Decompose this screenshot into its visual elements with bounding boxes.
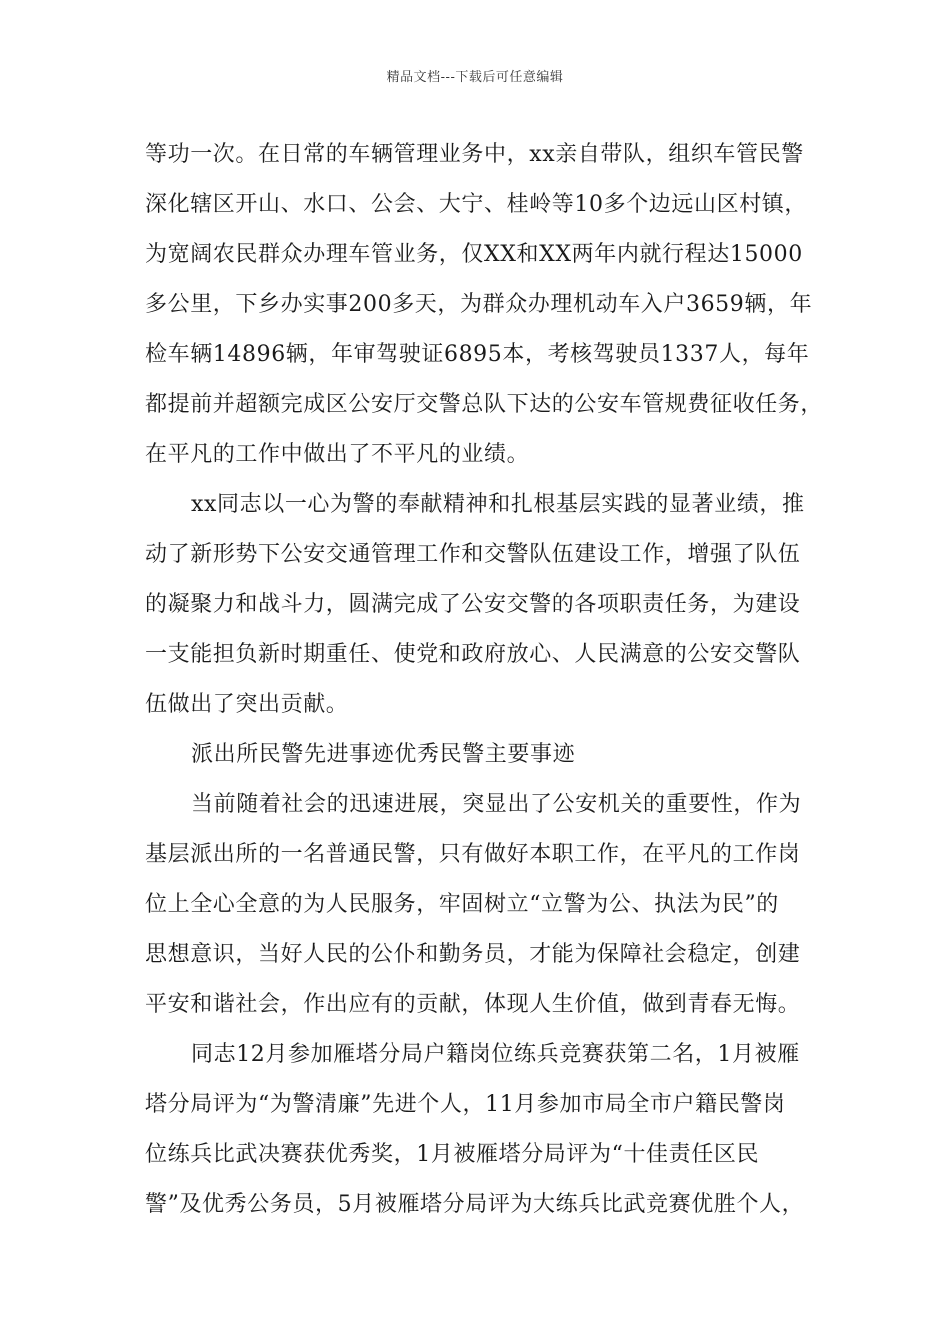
text-line: 当前随着社会的迅速进展，突显出了公安机关的重要性，作为 xyxy=(191,792,802,817)
paragraph-4 xyxy=(145,1030,817,1230)
paragraph-3 xyxy=(145,780,817,1030)
text-line: 同志12月参加雁塔分局户籍岗位练兵竞赛获第二名，1月被雁 xyxy=(191,1042,800,1067)
text-line: 警”及优秀公务员，5月被雁塔分局评为大练兵比武竞赛优胜个人， xyxy=(145,1192,805,1217)
heading-line: 派出所民警先进事迹优秀民警主要事迹 xyxy=(191,742,576,767)
text-line: 检车辆14896辆，年审驾驶证6895本，考核驾驶员1337人，每年 xyxy=(145,342,810,367)
text-line: 平安和谐社会，作出应有的贡献，体现人生价值，做到青春无悔。 xyxy=(145,992,801,1017)
text-line: 在平凡的工作中做出了不平凡的业绩。 xyxy=(145,442,530,467)
text-line: 位练兵比武决赛获优秀奖，1月被雁塔分局评为“十佳责任区民 xyxy=(145,1142,760,1167)
text-line: 为宽阔农民群众办理车管业务，仅XX和XX两年内就行程达15000 xyxy=(145,242,803,267)
text-line: 深化辖区开山、水口、公会、大宁、桂岭等10多个边远山区村镇， xyxy=(145,192,807,217)
text-line: 基层派出所的一名普通民警，只有做好本职工作，在平凡的工作岗 xyxy=(145,842,801,867)
document-body xyxy=(145,130,824,1230)
text-line: 思想意识，当好人民的公仆和勤务员，才能为保障社会稳定，创建 xyxy=(145,942,801,967)
text-line: 一支能担负新时期重任、使党和政府放心、人民满意的公安交警队 xyxy=(145,642,801,667)
page-header: 精品文档---下载后可任意编辑 xyxy=(386,70,564,85)
paragraph-1 xyxy=(145,130,824,480)
text-line: 动了新形势下公安交通管理工作和交警队伍建设工作，增强了队伍 xyxy=(145,542,801,567)
text-line: 的凝聚力和战斗力，圆满完成了公安交警的各项职责任务，为建设 xyxy=(145,592,801,617)
text-line: 都提前并超额完成区公安厅交警总队下达的公安车管规费征收任务， xyxy=(145,392,824,417)
text-line: 伍做出了突出贡献。 xyxy=(145,692,349,717)
paragraph-2 xyxy=(145,480,817,730)
section-heading xyxy=(145,730,817,780)
text-line: xx同志以一心为警的奉献精神和扎根基层实践的显著业绩，推 xyxy=(191,492,805,517)
text-line: 塔分局评为“为警清廉”先进个人，11月参加市局全市户籍民警岗 xyxy=(145,1092,786,1117)
text-line: 等功一次。在日常的车辆管理业务中，xx亲自带队，组织车管民警 xyxy=(145,142,804,167)
text-line: 多公里，下乡办实事200多天，为群众办理机动车入户3659辆，年 xyxy=(145,292,813,317)
text-line: 位上全心全意的为人民服务，牢固树立“立警为公、执法为民”的 xyxy=(145,892,779,917)
